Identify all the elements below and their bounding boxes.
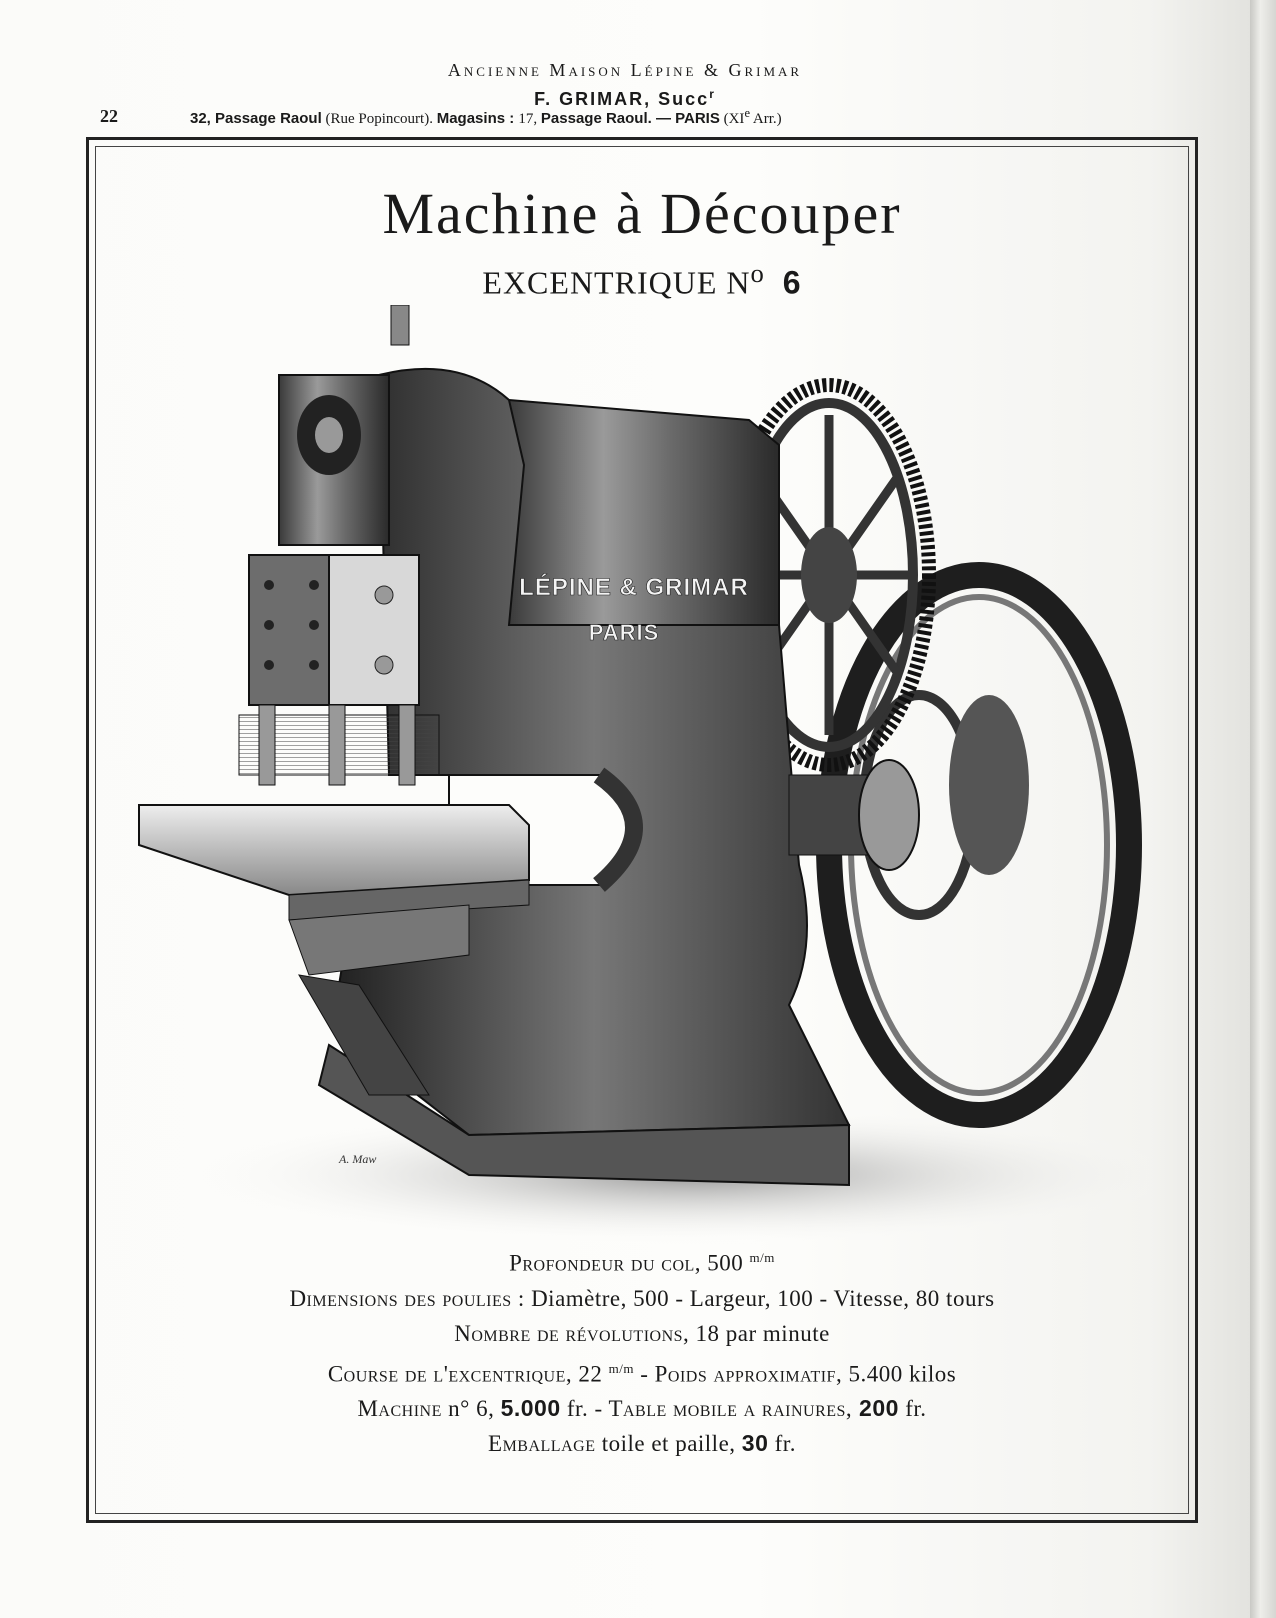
subtitle-sup: o	[750, 258, 765, 288]
spec-machine-label: Machine	[357, 1396, 442, 1422]
header-former-house: Ancienne Maison Lépine & Grimar	[447, 60, 803, 80]
successor-suffix-sup: r	[709, 87, 716, 101]
spec-stroke-label: Course de l'excentrique,	[327, 1361, 573, 1387]
address-part6-sup: e	[744, 106, 750, 120]
spec-pulley-value: Diamètre, 500 - Largeur, 100 - Vitesse, 80 tours	[524, 1285, 995, 1311]
page-subtitle	[89, 258, 1195, 302]
spec-packing-value: toile et paille,	[595, 1431, 742, 1457]
address-part2: (Rue Popincourt).	[321, 111, 437, 127]
address-part1: 32, Passage Raoul	[190, 110, 322, 127]
spec-table-price-unit: fr.	[898, 1396, 927, 1422]
spec-machine-price-value: 5.000	[500, 1395, 561, 1422]
content-frame	[86, 137, 1198, 1523]
subtitle-text: EXCENTRIQUE N	[482, 264, 751, 301]
spec-packing-price-unit: fr.	[768, 1431, 796, 1457]
spec-neck-depth-label: Profondeur du col,	[509, 1250, 702, 1276]
spec-revolutions-label: Nombre de révolutions,	[454, 1320, 690, 1346]
drive-pulleys	[789, 760, 919, 870]
spec-weight-value: 5.400 kilos	[842, 1361, 957, 1387]
spec-pulley-dimensions	[89, 1281, 1195, 1316]
successor-name: F. GRIMAR,	[534, 89, 652, 109]
spec-table-price-value: 200	[852, 1395, 899, 1422]
brand-casting-line1: LÉPINE & GRIMAR	[519, 574, 749, 601]
spec-neck-depth-value: 500	[701, 1250, 750, 1276]
spec-neck-depth-unit: m/m	[749, 1250, 775, 1265]
spec-pulley-label: Dimensions des poulies :	[289, 1285, 525, 1311]
spec-revolutions	[89, 1316, 1195, 1351]
book-gutter	[1250, 0, 1276, 1618]
spec-packing-label: Emballage	[488, 1431, 596, 1457]
address-part4: 17,	[518, 111, 541, 127]
die-tooling	[239, 705, 439, 785]
address-part7: Arr.)	[750, 111, 782, 127]
brand-casting-line2: PARIS	[588, 620, 660, 645]
spec-machine-price-unit: fr.	[560, 1396, 589, 1422]
spec-machine-number: n° 6,	[441, 1396, 501, 1422]
spec-weight-label: - Poids approximatif,	[633, 1361, 843, 1387]
spec-neck-depth	[89, 1240, 1195, 1281]
spec-packing-price: 30	[741, 1430, 769, 1457]
address-part6: (XI	[719, 111, 745, 127]
subtitle-number: 6	[782, 264, 802, 301]
specifications	[89, 1240, 1195, 1461]
spec-table-label: - Table mobile a rainures,	[588, 1396, 853, 1422]
address-part5: Passage Raoul. — PARIS	[540, 110, 720, 127]
engraver-signature: A. Maw	[339, 1152, 377, 1166]
work-table	[139, 805, 529, 895]
successor-suffix: Succ	[658, 89, 710, 109]
spec-eccentric-stroke	[89, 1351, 1195, 1392]
spec-stroke-value: 22	[572, 1361, 609, 1387]
spec-machine-price	[89, 1391, 1195, 1426]
spec-revolutions-value: 18 par minute	[689, 1320, 830, 1346]
header-address	[190, 106, 782, 128]
address-part3: Magasins :	[436, 110, 519, 127]
page-number: 22	[100, 106, 118, 126]
spec-packing	[89, 1426, 1195, 1461]
spec-stroke-unit: m/m	[608, 1360, 634, 1376]
machine-illustration	[129, 305, 1149, 1245]
page-title: Machine à Découper	[382, 181, 902, 246]
